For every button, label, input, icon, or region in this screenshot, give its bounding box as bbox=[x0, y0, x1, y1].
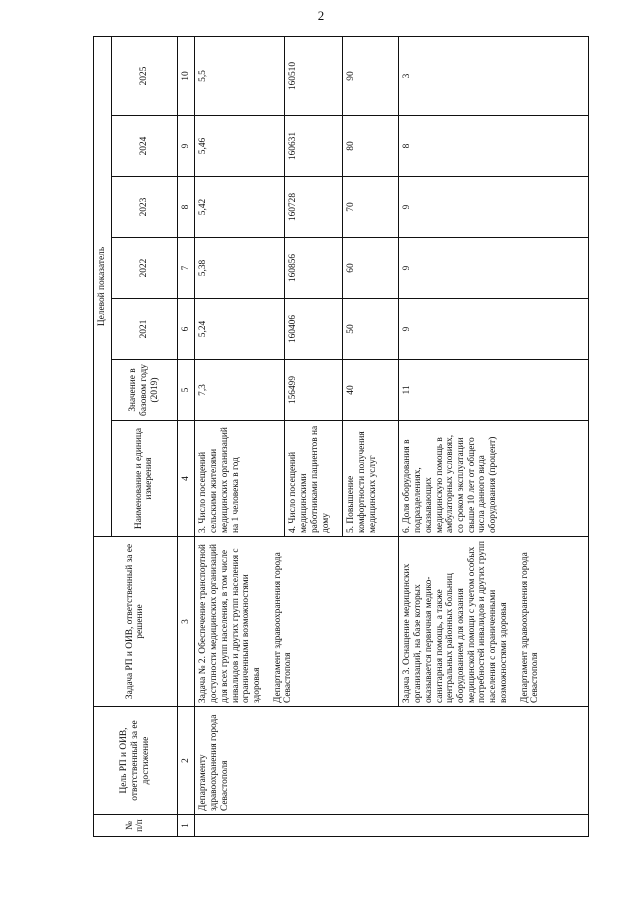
indicator-value: 50 bbox=[343, 299, 399, 360]
indicator-value: 9 bbox=[399, 238, 589, 299]
indicator-value: 5,42 bbox=[195, 177, 285, 238]
index-cell: 6 bbox=[177, 299, 195, 360]
header-year-2023: 2023 bbox=[111, 177, 177, 238]
page-number: 2 bbox=[317, 8, 325, 23]
header-num: № п/п bbox=[94, 815, 178, 837]
indicator-value: 160728 bbox=[285, 177, 343, 238]
index-cell: 7 bbox=[177, 238, 195, 299]
indicator-value: 160510 bbox=[285, 37, 343, 116]
goal-cell: Департаменту здравоохранения города Севастополя bbox=[195, 707, 589, 815]
header-year-2024: 2024 bbox=[111, 116, 177, 177]
indicator-base: 156499 bbox=[285, 360, 343, 421]
indicator-base: 40 bbox=[343, 360, 399, 421]
header-base-value: Значение в базовом году (2019) bbox=[111, 360, 177, 421]
indicator-value: 5,46 bbox=[195, 116, 285, 177]
rotated-table-wrapper bbox=[93, 37, 585, 837]
indicator-value: 160856 bbox=[285, 238, 343, 299]
header-year-2021: 2021 bbox=[111, 299, 177, 360]
task-3-owner: Департамент здравоохранения города Севастополя bbox=[519, 552, 541, 703]
header-indicator-name: Наименование и единица измерения bbox=[111, 421, 177, 537]
indicator-name: 5. Повышение комфортности получения медицинских услуг bbox=[343, 421, 399, 537]
index-cell: 5 bbox=[177, 360, 195, 421]
header-goal: Цель РП и ОИВ, ответственный за ее достижение bbox=[94, 707, 178, 815]
task-2-owner: Департамент здравоохранения города Севастополя bbox=[272, 552, 294, 703]
indicator-value: 3 bbox=[399, 37, 589, 116]
index-cell: 4 bbox=[177, 421, 195, 537]
index-cell: 10 bbox=[177, 37, 195, 116]
header-target-indicator: Целевой показатель bbox=[94, 37, 112, 537]
indicator-value: 5,24 bbox=[195, 299, 285, 360]
indicator-name: 6. Доля оборудования в подразделениях, оказывающих медицинскую помощь в амбулаторных условиях, со сроком эксплуатации свыше 10 лет от общего числа данного вида оборудования (процент) bbox=[399, 421, 589, 537]
indicator-value: 70 bbox=[343, 177, 399, 238]
header-task: Задача РП и ОИВ, ответственный за ее решение bbox=[94, 537, 178, 707]
header-year-2025: 2025 bbox=[111, 37, 177, 116]
task-3-text: Задача 3. Оснащение медицинских организаций, на базе которых оказывается первичная медико-санитарная помощь, а также центральных районных больниц оборудованием для оказания медицинской помощи с учетом особых потребностей инвалидов и других групп населения с ограниченными возможностями здоровья bbox=[402, 540, 509, 703]
indicator-value: 90 bbox=[343, 37, 399, 116]
indicator-value: 80 bbox=[343, 116, 399, 177]
target-indicators-table bbox=[93, 36, 589, 837]
indicator-base: 7,3 bbox=[195, 360, 285, 421]
indicator-value: 9 bbox=[399, 177, 589, 238]
index-cell: 2 bbox=[177, 707, 195, 815]
indicator-value: 8 bbox=[399, 116, 589, 177]
index-cell: 1 bbox=[177, 815, 195, 837]
indicator-value: 5,38 bbox=[195, 238, 285, 299]
indicator-base: 11 bbox=[399, 360, 589, 421]
indicator-name: 4. Число посещений медицинскими работниками пациентов на дому bbox=[285, 421, 343, 537]
indicator-value: 160631 bbox=[285, 116, 343, 177]
indicator-value: 60 bbox=[343, 238, 399, 299]
index-cell: 3 bbox=[177, 537, 195, 707]
task-2-cell bbox=[195, 537, 399, 707]
indicator-name: 3. Число посещений сельскими жителями медицинских организаций на 1 человека в год bbox=[195, 421, 285, 537]
indicator-value: 9 bbox=[399, 299, 589, 360]
row-num bbox=[195, 815, 589, 837]
task-2-text: Задача № 2. Обеспечение транспортной доступности медицинских организаций для всех групп населения, в том числе инвалидов и других групп населения с ограниченными возможностями здоровья bbox=[198, 544, 263, 703]
task-3-cell bbox=[399, 537, 589, 707]
indicator-value: 160406 bbox=[285, 299, 343, 360]
index-cell: 8 bbox=[177, 177, 195, 238]
header-year-2022: 2022 bbox=[111, 238, 177, 299]
index-cell: 9 bbox=[177, 116, 195, 177]
indicator-value: 5,5 bbox=[195, 37, 285, 116]
